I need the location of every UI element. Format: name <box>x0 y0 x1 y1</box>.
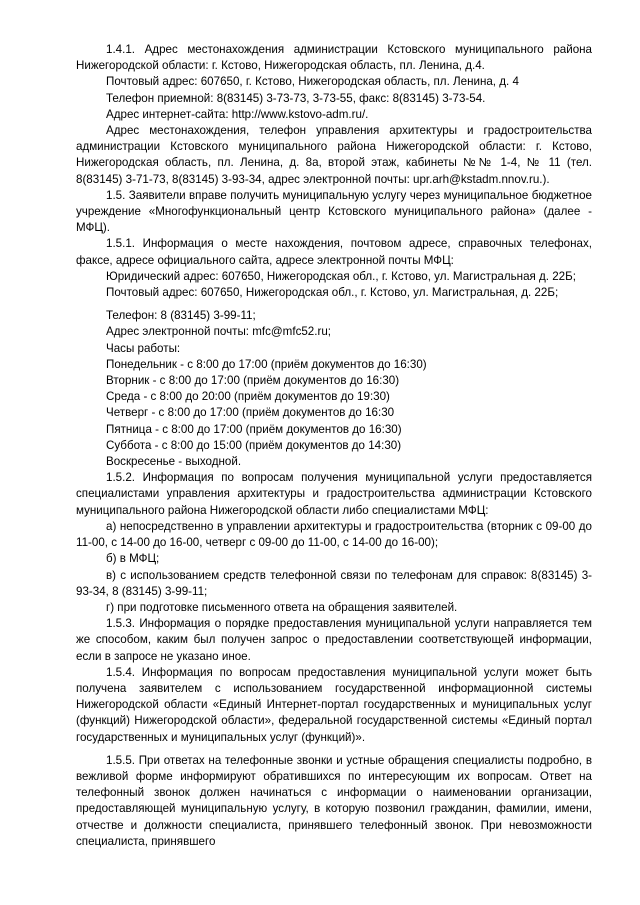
document-body <box>76 42 592 850</box>
schedule-monday: Понедельник - с 8:00 до 17:00 (приём документов до 16:30) <box>106 357 427 371</box>
paragraph-mfc-email: Адрес электронной почты: mfc@mfc52.ru; <box>106 325 332 339</box>
paragraph-1-5-4: 1.5.4. Информация по вопросам предоставления муниципальной услуги может быть получена заявителем с использованием государственной информационной системы Нижегородской области «Единый Интернет-портал государственных и муниципальных услуг (функций) Нижегородской области», федеральной государственной системы «Единый портал государственных и муниципальных услуг (функций)». <box>76 665 592 744</box>
schedule-wednesday: Среда - с 8:00 до 20:00 (приём документов до 19:30) <box>106 390 390 404</box>
schedule-saturday: Суббота - с 8:00 до 15:00 (приём документов до 14:30) <box>106 438 402 452</box>
list-item-a: а) непосредственно в управлении архитектуры и градостроительства (вторник с 09-00 до 11-00, с 14-00 до 16-00, четверг с 09-00 до 11-00, с 14-00 до 16-00); <box>76 519 592 550</box>
list-item-v: в) с использованием средств телефонной связи по телефонам для справок: 8(83145) 3-93-34, 8 (83145) 3-99-11; <box>76 568 592 598</box>
schedule-sunday: Воскресенье - выходной. <box>106 455 242 469</box>
paragraph-1-4-1: 1.4.1. Адрес местонахождения администрации Кстовского муниципального района Нижегородской области: г. Кстово, Нижегородская область, пл. Ленина, д.4. <box>76 43 592 73</box>
paragraph-1-5-2: 1.5.2. Информация по вопросам получения муниципальной услуги предоставляется специалистами управления архитектуры и градостроительства администрации Кстовского муниципального района Нижегородской области либо специалистами МФЦ: <box>76 471 592 517</box>
schedule-thursday: Четверг - с 8:00 до 17:00 (приём документов до 16:30 <box>106 406 395 420</box>
paragraph-1-5: 1.5. Заявители вправе получить муниципальную услугу через муниципальное бюджетное учреждение «Многофункциональный центр Кстовского муниципального района» (далее - МФЦ). <box>76 188 592 235</box>
paragraph-1-5-1: 1.5.1. Информация о месте нахождения, почтовом адресе, справочных телефонах, факсе, адресе официального сайта, адресе электронной почты МФЦ: <box>76 237 592 267</box>
list-item-b: б) в МФЦ; <box>106 552 160 566</box>
paragraph-working-hours: Часы работы: <box>106 341 181 355</box>
schedule-tuesday: Вторник - с 8:00 до 17:00 (приём документов до 16:30) <box>106 374 400 388</box>
schedule-friday: Пятница - с 8:00 до 17:00 (приём документов до 16:30) <box>106 422 402 436</box>
paragraph-website: Адрес интернет-сайта: http://www.kstovo-adm.ru/. <box>106 107 369 121</box>
paragraph-mfc-phone: Телефон: 8 (83145) 3-99-11; <box>106 309 256 323</box>
list-item-g: г) при подготовке письменного ответа на обращения заявителей. <box>106 600 458 614</box>
paragraph-legal-address: Юридический адрес: 607650, Нижегородская обл., г. Кстово, ул. Магистральная д. 22Б; <box>106 269 576 283</box>
paragraph-mfc-postal-address: Почтовый адрес: 607650, Нижегородская обл., г. Кстово, ул. Магистральная, д. 22Б; <box>106 286 559 300</box>
paragraph-reception-phone: Телефон приемной: 8(83145) 3-73-73, 3-73-55, факс: 8(83145) 3-73-54. <box>106 91 486 105</box>
paragraph-1-5-5: 1.5.5. При ответах на телефонные звонки и устные обращения специалисты подробно, в вежливой форме информируют обратившихся по интересующим их вопросам. Ответ на телефонный звонок должен начинаться с информации о наименовании организации, предоставляющей муниципальную услугу, в которую позвонил гражданин, фамилии, имени, отчестве и должности специалиста, принявшего телефонный звонок. При невозможности специалиста, принявшего <box>76 753 592 848</box>
paragraph-architecture-office: Адрес местонахождения, телефон управления архитектуры и градостроительства администрации Кстовского муниципального района Нижегородской области: г. Кстово, Нижегородская область, пл. Ленина, д. 8а, второй этаж, кабинеты №№ 1-4, № 11 (тел. 8(83145) 3-71-73, 8(83145) 3-93-34, адрес электронной почты: upr.arh@kstadm.nnov.ru.). <box>76 124 592 186</box>
paragraph-postal-address: Почтовый адрес: 607650, г. Кстово, Нижегородская область, пл. Ленина, д. 4 <box>106 75 519 89</box>
paragraph-1-5-3: 1.5.3. Информация о порядке предоставления муниципальной услуги направляется тем же способом, каким был получен запрос о предоставлении соответствующей информации, если в запросе не указано иное. <box>76 617 592 663</box>
